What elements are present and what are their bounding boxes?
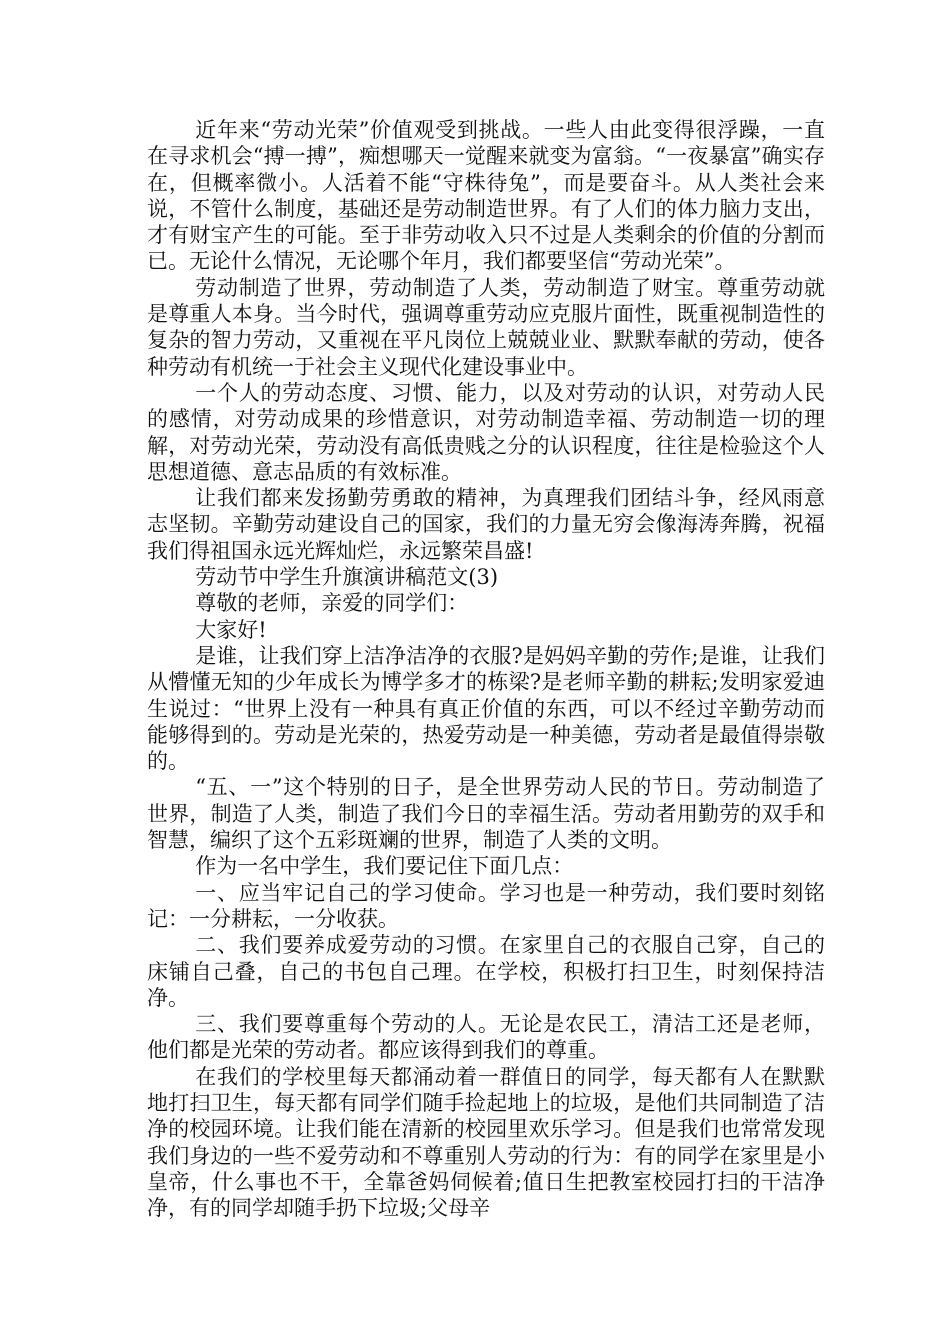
paragraph-school-duty: 在我们的学校里每天都涌动着一群值日的同学，每天都有人在默默地打扫卫生，每天都有同学们随手捡起地上的垃圾，是他们共同制造了洁净的校园环境。让我们能在清新的校园里欢乐学习。但是我们也常常发现我们身边的一些不爱劳动和不尊重别人劳动的行为：有的同学在家里是小皇帝，什么事也不干，全靠爸妈伺候着;值日生把教室校园打扫的干洁净净，有的同学却随手扔下垃圾;父母辛 [147,1064,825,1221]
point-two: 二、我们要养成爱劳动的习惯。在家里自己的衣服自己穿，自己的床铺自己叠，自己的书包自己理。在学校，积极打扫卫生，时刻保持洁净。 [147,933,825,1010]
document-body [147,117,825,1221]
paragraph-may-day: “五、一”这个特别的日子，是全世界劳动人民的节日。劳动制造了世界，制造了人类，制造了我们今日的幸福生活。劳动者用勤劳的双手和智慧，编织了这个五彩斑斓的世界，制造了人类的文明。 [147,775,825,853]
paragraph-diligence-call: 让我们都来发扬勤劳勇敢的精神，为真理我们团结斗争，经风雨意志坚韧。辛勤劳动建设自己的国家，我们的力量无穷会像海涛奔腾，祝福我们得祖国永远光辉灿烂，永远繁荣昌盛! [147,486,825,563]
salutation: 尊敬的老师，亲爱的同学们： [195,591,469,616]
paragraph-labor-attitude: 一个人的劳动态度、习惯、能力，以及对劳动的认识，对劳动人民的感情，对劳动成果的珍惜意识，对劳动制造幸福、劳动制造一切的理解，对劳动光荣，劳动没有高低贵贱之分的认识程度，往往是检验这个人思想道德、意志品质的有效标准。 [147,380,825,484]
paragraph-labor-glory-challenged: 近年来“劳动光荣”价值观受到挑战。一些人由此变得很浮躁，一直在寻求机会“搏一搏”，痴想哪天一觉醒来就变为富翁。“一夜暴富”确实存在，但概率微小。人活着不能“守株待兔”，而是要奋斗。从人类社会来说，不管什么制度，基础还是劳动制造世界。有了人们的体力脑力支出，才有财宝产生的可能。至于非劳动收入只不过是人类剩余的价值的分割而已。无论什么情况，无论哪个年月，我们都要坚信“劳动光荣”。 [147,118,825,274]
paragraph-labor-creates-world: 劳动制造了世界，劳动制造了人类，劳动制造了财宝。尊重劳动就是尊重人本身。当今时代，强调尊重劳动应克服片面性，既重视制造性的复杂的智力劳动，又重视在平凡岗位上兢兢业业、默默奉献的劳动，使各种劳动有机统一于社会主义现代化建设事业中。 [147,275,825,379]
point-three: 三、我们要尊重每个劳动的人。无论是农民工，清洁工还是老师，他们都是光荣的劳动者。都应该得到我们的尊重。 [147,1012,825,1063]
greeting: 大家好! [195,617,267,642]
speech-title: 劳动节中学生升旗演讲稿范文(3) [195,565,499,590]
paragraph-who-made-us: 是谁，让我们穿上洁净洁净的衣服?是妈妈辛勤的劳作;是谁，让我们从懵懂无知的少年成长为博学多才的栋梁?是老师辛勤的耕耘;发明家爱迪生说过：“世界上没有一种具有真正价值的东西，可以不经过辛勤劳动而能够得到的。劳动是光荣的，热爱劳动是一种美德，劳动者是最值得崇敬的。 [147,643,825,774]
point-one: 一、应当牢记自己的学习使命。学习也是一种劳动，我们要时刻铭记：一分耕耘，一分收获。 [147,880,825,931]
paragraph-points-intro: 作为一名中学生，我们要记住下面几点： [195,854,574,879]
